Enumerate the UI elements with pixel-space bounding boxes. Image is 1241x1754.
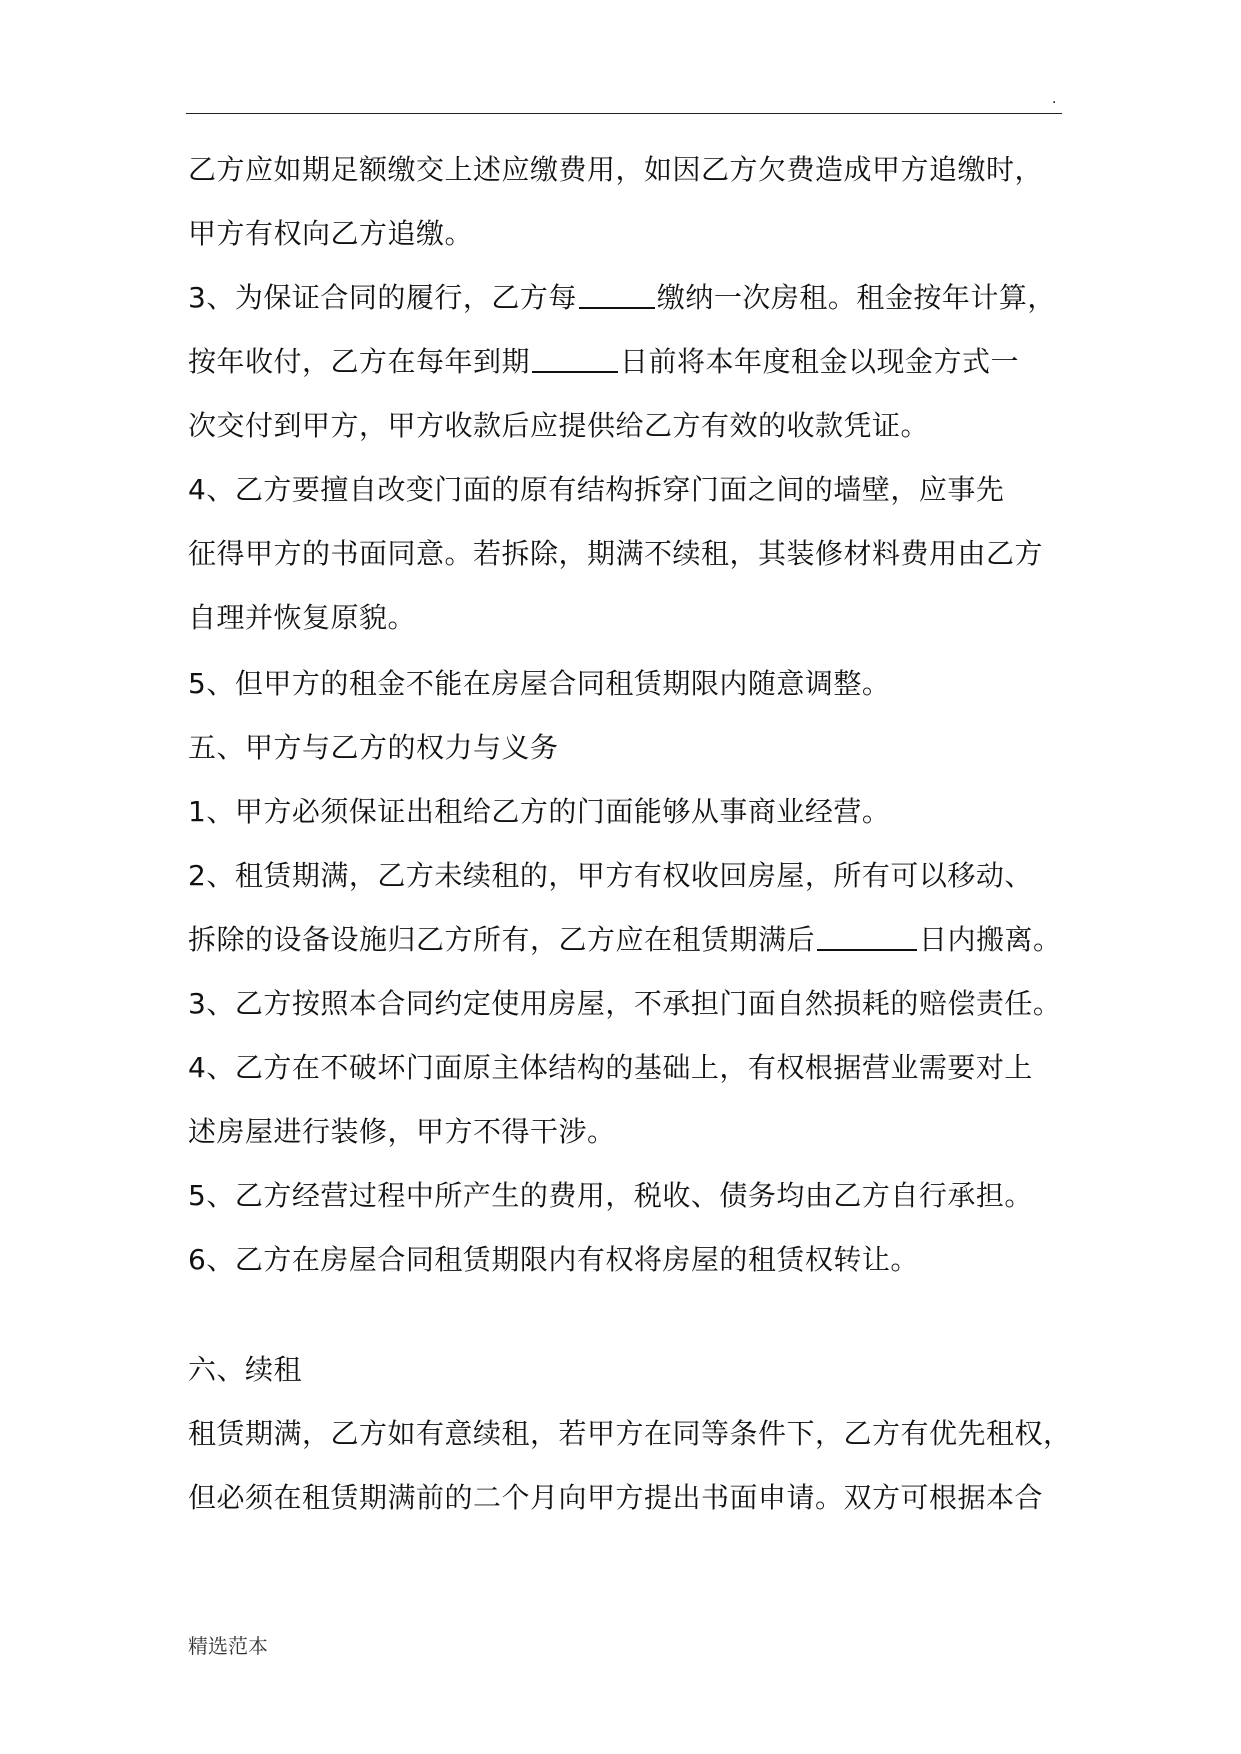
section-heading: 五、甲方与乙方的权力与义务 — [188, 731, 559, 764]
section-heading: 六、续租 — [188, 1353, 303, 1386]
paragraph-line: 述房屋进行装修，甲方不得干涉。 — [188, 1115, 616, 1148]
line-segment: 缴纳一次房租。租金按年计算， — [656, 281, 1056, 314]
paragraph-line: 但必须在租赁期满前的二个月向甲方提出书面申请。双方可根据本合 — [188, 1481, 1044, 1514]
line-segment: 日前将本年度租金以现金方式一 — [620, 345, 1020, 378]
fill-in-blank — [579, 279, 655, 309]
paragraph-line: 自理并恢复原貌。 — [188, 601, 417, 634]
paragraph-line: 5、乙方经营过程中所产生的费用，税收、债务均由乙方自行承担。 — [188, 1179, 1033, 1212]
paragraph-line: 乙方应如期足额缴交上述应缴费用，如因乙方欠费造成甲方追缴时， — [188, 153, 1044, 186]
line-segment: 3、为保证合同的履行，乙方每 — [188, 281, 577, 314]
line-segment: 拆除的设备设施归乙方所有，乙方应在租赁期满后 — [188, 923, 816, 956]
header-dot: . — [1052, 91, 1057, 107]
line-segment: 按年收付，乙方在每年到期 — [188, 345, 531, 378]
paragraph-line: 5、但甲方的租金不能在房屋合同租赁期限内随意调整。 — [188, 667, 891, 700]
paragraph-line: 甲方有权向乙方追缴。 — [188, 217, 474, 250]
line-segment: 日内搬离。 — [919, 923, 1062, 956]
paragraph-line: 4、乙方在不破坏门面原主体结构的基础上，有权根据营业需要对上 — [188, 1051, 1033, 1084]
paragraph-line: 3、乙方按照本合同约定使用房屋，不承担门面自然损耗的赔偿责任。 — [188, 987, 1062, 1020]
paragraph-line — [188, 278, 1056, 318]
paragraph-line — [188, 342, 1019, 382]
paragraph-line: 租赁期满，乙方如有意续租，若甲方在同等条件下，乙方有优先租权， — [188, 1417, 1072, 1450]
paragraph-line — [188, 920, 1062, 960]
paragraph-line: 1、甲方必须保证出租给乙方的门面能够从事商业经营。 — [188, 795, 891, 828]
fill-in-blank — [817, 921, 917, 951]
header-rule — [186, 113, 1062, 114]
page-footer: 精选范本 — [188, 1634, 268, 1658]
paragraph-line: 6、乙方在房屋合同租赁期限内有权将房屋的租赁权转让。 — [188, 1243, 919, 1276]
paragraph-line: 次交付到甲方，甲方收款后应提供给乙方有效的收款凭证。 — [188, 409, 930, 442]
paragraph-line: 2、租赁期满，乙方未续租的，甲方有权收回房屋，所有可以移动、 — [188, 859, 1033, 892]
paragraph-line: 征得甲方的书面同意。若拆除，期满不续租，其装修材料费用由乙方 — [188, 537, 1044, 570]
paragraph-line: 4、乙方要擅自改变门面的原有结构拆穿门面之间的墙壁，应事先 — [188, 473, 1005, 506]
fill-in-blank — [532, 343, 618, 373]
